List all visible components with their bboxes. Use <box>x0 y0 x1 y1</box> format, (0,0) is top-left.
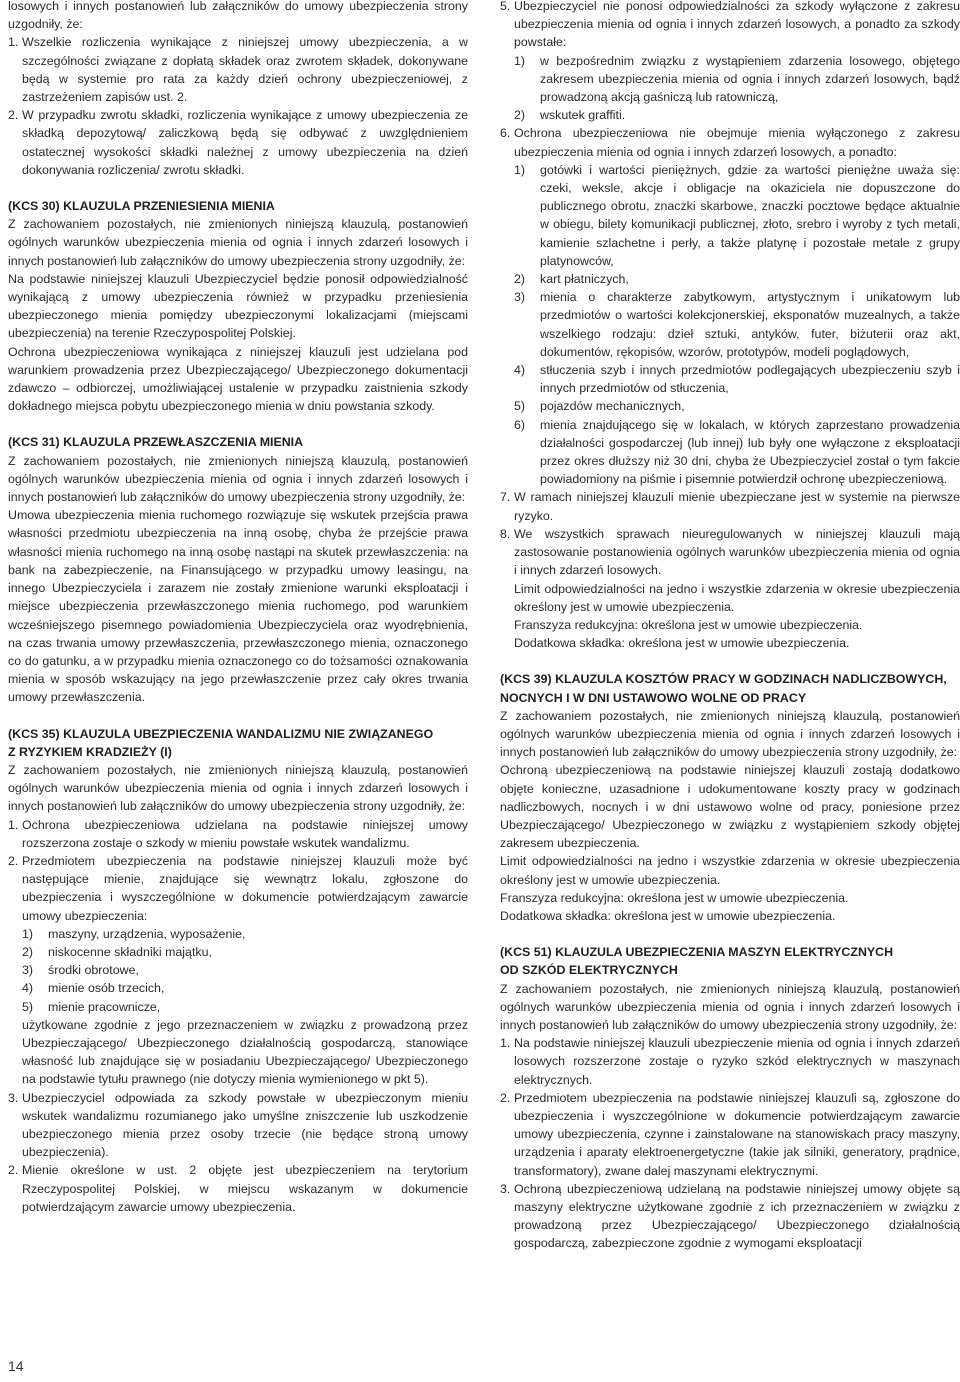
paragraph: Dodatkowa składka: określona jest w umowie ubezpieczenia. <box>514 636 850 651</box>
sub-list-item: 2) wskutek graffiti. <box>514 108 626 123</box>
section-heading-kcs30: (KCS 30) KLAUZULA PRZENIESIENIA MIENIA <box>8 199 275 214</box>
sub-list-item: 5) pojazdów mechanicznych, <box>514 399 685 414</box>
sub-list-item: 1) maszyny, urządzenia, wyposażenie, <box>22 926 246 941</box>
sub-list-item: 2) kart płatniczych, <box>514 272 629 287</box>
sub-list-item: 3) mienia o charakterze zabytkowym, artystycznym i unikatowym lub przedmiotów o wartości kolekcjonerskiej, eksponatów muzealnych, a także wszelkiego rodzaju: dzieł sztuki, antyków, futer, biżuterii oraz akt, dokumentów, rękopisów, wzorów, prototypów, modeli poglądowych, <box>514 290 960 359</box>
sub-list-item: 1) w bezpośrednim związku z wystąpieniem zdarzenia losowego, objętego zakresem ubezpieczenia mienia od ognia i innych zdarzeń losowych, bądź prowadzoną akcją gaśniczą lub ratowniczą, <box>514 53 960 105</box>
list-item: 3. Ochroną ubezpieczeniową udzielaną na podstawie niniejszej umowy objęte są maszyny elektryczne użytkowane zgodnie z ich przeznaczeniem w związku z prowadzoną przez Ubezpieczającego/ Ubezpieczonego działalnością gospodarczą, zabezpieczone zgodnie z wymogami eksploatacji <box>500 1181 960 1251</box>
paragraph: Ochroną ubezpieczeniową na podstawie niniejszej klauzuli zostają dodatkowo objęte konieczne, uzasadnione i udokumentowane koszty pracy w godzinach nadliczbowych, nocnych i w dni ustawowo wolne od pracy, poniesione przez Ubezpieczającego/ Ubezpieczonego w związku z wystąpieniem szkody objętej zakresem ubezpieczenia. <box>500 763 960 851</box>
left-column <box>8 0 468 1216</box>
paragraph: Na podstawie niniejszej klauzuli Ubezpieczyciel będzie ponosił odpowiedzialność wynikającą z umowy ubezpieczenia również w przypadku przeniesienia ubezpieczonego mienia pomiędzy ubezpieczonymi lokalizacjami (miejscami ubezpieczenia) na terenie Rzeczypospolitej Polskiej. <box>8 271 468 341</box>
paragraph: Dodatkowa składka: określona jest w umowie ubezpieczenia. <box>500 908 836 923</box>
list-item: 2. Przedmiotem ubezpieczenia na podstawie niniejszej klauzuli są, zgłoszone do ubezpieczenia i wyszczególnione w dokumencie potwierdzającym zawarcie umowy ubezpieczenia, czynne i zainstalowane na stanowiskach pracy maszyny, urządzenia i aparaty elektroenergetyczne (takie jak silniki, generatory, prądnice, transformatory), zwane dalej maszynami elektrycznymi. <box>500 1090 960 1178</box>
sub-list-item: 3) środki obrotowe, <box>22 963 139 978</box>
list-item: 2. Przedmiotem ubezpieczenia na podstawie niniejszej klauzuli może być następujące mienie, znajdujące się wewnątrz lokalu, zgłoszone do ubezpieczenia i wyszczególnione w dokumencie potwierdzającym zawarcie umowy ubezpieczenia: <box>8 853 468 923</box>
paragraph: Franszyza redukcyjna: określona jest w umowie ubezpieczenia. <box>500 890 849 905</box>
list-item: 1. Wszelkie rozliczenia wynikające z niniejszej umowy ubezpieczenia, a w szczególności związane z dopłatą składek oraz zwrotem składek, dokonywane będą w systemie pro rata za każdy dzień ochrony ubezpieczeniowej, z zastrzeżeniem zapisów ust. 2. <box>8 35 468 105</box>
continuation-text: losowych i innych postanowień lub załączników do umowy ubezpieczenia strony uzgodniły, że: <box>8 0 468 32</box>
clause-intro: Z zachowaniem pozostałych, nie zmienionych niniejszą klauzulą, postanowień ogólnych warunków ubezpieczenia mienia od ognia i innych zdarzeń losowych i innych postanowień lub załączników do umowy ubezpieczenia strony uzgodniły, że: <box>8 217 468 268</box>
list-item: 2. Mienie określone w ust. 2 objęte jest ubezpieczeniem na terytorium Rzeczypospolitej Polskiej, w miejscu wskazanym w dokumencie potwierdzającym zawarcie umowy ubezpieczenia. <box>8 1163 468 1214</box>
list-item: 6. Ochrona ubezpieczeniowa nie obejmuje mienia wyłączonego z zakresu ubezpieczenia mienia od ognia i innych zdarzeń losowych, a ponadto: <box>500 126 960 159</box>
section-heading-kcs39: (KCS 39) KLAUZULA KOSZTÓW PRACY W GODZINACH NADLICZBOWYCH, NOCNYCH I W DNI USTAWOWO WOLNE OD PRACY <box>500 672 947 705</box>
list-item: 3. Ubezpieczyciel odpowiada za szkody powstałe w ubezpieczonym mieniu wskutek wandalizmu rozumianego jako umyślne zniszczenie lub uszkodzenie ubezpieczonego mienia przez osoby trzecie (nie będące stroną umowy ubezpieczenia). <box>8 1090 468 1160</box>
section-heading-kcs31: (KCS 31) KLAUZULA PRZEWŁASZCZENIA MIENIA <box>8 435 304 450</box>
sub-list-item: 2) niskocenne składniki majątku, <box>22 944 212 959</box>
section-heading-kcs35: (KCS 35) KLAUZULA UBEZPIECZENIA WANDALIZMU NIE ZWIĄZANEGO Z RYZYKIEM KRADZIEŻY (I) <box>8 726 434 759</box>
sub-list-item: 4) stłuczenia szyb i innych przedmiotów podlegających ubezpieczeniu szyb i innych przedmiotów od stłuczenia, <box>514 363 960 396</box>
clause-intro: Z zachowaniem pozostałych, nie zmienionych niniejszą klauzulą, postanowień ogólnych warunków ubezpieczenia mienia od ognia i innych zdarzeń losowych i innych postanowień lub załączników do umowy ubezpieczenia strony uzgodniły, że: <box>8 453 468 505</box>
list-item: 2. W przypadku zwrotu składki, rozliczenia wynikające z umowy ubezpieczenia ze składką depozytową/ zaliczkową będą się odbywać z uwzględnieniem ostatecznej wysokości składki należnej z umowy ubezpieczenia na dzień dokonywania rozliczenia/ zwrotu składki. <box>8 108 468 177</box>
list-item: 5. Ubezpieczyciel nie ponosi odpowiedzialności za szkody wyłączone z zakresu ubezpieczenia mienia od ognia i innych zdarzeń losowych, a ponadto za szkody powstałe: <box>500 0 960 50</box>
list-item: 1. Na podstawie niniejszej klauzuli ubezpieczenie mienia od ognia i innych zdarzeń losowych rozszerzone zostaje o ryzyko szkód elektrycznych w maszynach elektrycznych. <box>500 1036 960 1087</box>
paragraph: Franszyza redukcyjna: określona jest w umowie ubezpieczenia. <box>514 617 863 632</box>
paragraph: użytkowane zgodnie z jego przeznaczeniem w związku z prowadzoną przez Ubezpieczającego/ Ubezpieczonego działalnością gospodarczą, stanowiące własność lub znajdujące się w posiadaniu Ubezpieczającego/ Ubezpieczonego na podstawie tytułu prawnego (nie dotyczy mienia wymienionego w pkt 5). <box>22 1017 468 1087</box>
right-column <box>500 0 960 1253</box>
list-item: 1. Ochrona ubezpieczeniowa udzielana na podstawie niniejszej umowy rozszerzona zostaje o szkody w mieniu powstałe wskutek wandalizmu. <box>8 817 468 850</box>
sub-list-item: 1) gotówki i wartości pieniężnych, gdzie za wartości pieniężne uważa się: czeki, weksle, akcje i obligacje na okaziciela nie dopuszczone do publicznego obrotu, znaczki skarbowe, znaczki pocztowe będące aktualnie w obiegu, bilety komunikacji publicznej, złoto, srebro i wyroby z tych metali, kamienie szlachetne i perły, a także platynę i pozostałe metale z grupy platynowców, <box>514 162 960 268</box>
list-item: 7. W ramach niniejszej klauzuli mienie ubezpieczane jest w systemie na pierwsze ryzyko. <box>500 490 960 523</box>
clause-intro: Z zachowaniem pozostałych, nie zmienionych niniejszą klauzulą, postanowień ogólnych warunków ubezpieczenia mienia od ognia i innych zdarzeń losowych i innych postanowień lub załączników do umowy ubezpieczenia strony uzgodniły, że: <box>500 708 960 760</box>
paragraph: Ochrona ubezpieczeniowa wynikająca z niniejszej klauzuli jest udzielana pod warunkiem prowadzenia przez Ubezpieczającego/ Ubezpieczonego dokumentacji zdawczo – odbiorczej, umożliwiającej ustalenie w przypadku zaistnienia szkody dokładnego miejsca pobytu ubezpieczonego mienia w dniu powstania szkody. <box>8 344 468 414</box>
clause-intro: Z zachowaniem pozostałych, nie zmienionych niniejszą klauzulą, postanowień ogólnych warunków ubezpieczenia mienia od ognia i innych zdarzeń losowych i innych postanowień lub załączników do umowy ubezpieczenia strony uzgodniły, że: <box>8 762 468 814</box>
sub-list-item: 4) mienie osób trzecich, <box>22 981 165 996</box>
list-item: 8. We wszystkich sprawach nieuregulowanych w niniejszej klauzuli mają zastosowanie postanowienia ogólnych warunków ubezpieczenia mienia od ognia i innych zdarzeń losowych. <box>500 526 960 578</box>
paragraph: Limit odpowiedzialności na jedno i wszystkie zdarzenia w okresie ubezpieczenia określony jest w umowie ubezpieczenia. <box>514 581 960 614</box>
page-number: 14 <box>8 1358 24 1374</box>
section-heading-kcs51: (KCS 51) KLAUZULA UBEZPIECZENIA MASZYN ELEKTRYCZNYCH OD SZKÓD ELEKTRYCZNYCH <box>500 945 894 978</box>
clause-intro: Z zachowaniem pozostałych, nie zmienionych niniejszą klauzulą, postanowień ogólnych warunków ubezpieczenia mienia od ognia i innych zdarzeń losowych i innych postanowień lub załączników do umowy ubezpieczenia strony uzgodniły, że: <box>500 981 960 1032</box>
sub-list-item: 6) mienia znajdującego się w lokalach, w których zaprzestano prowadzenia działalności gospodarczej (lub innej) lub były one wyłączone z eksploatacji przez okres dłuższy niż 30 dni, chyba że Ubezpieczyciel został o tym fakcie powiadomiony na piśmie i pisemnie potwierdził ochronę ubezpieczeniową. <box>514 417 960 487</box>
paragraph: Umowa ubezpieczenia mienia ruchomego rozwiązuje się wskutek przejścia prawa własności przedmiotu ubezpieczenia na inną osobę, chyba że przejście prawa własności mienia ruchomego na inną osobę nastąpi na skutek przewłaszczenia: na bank na zabezpieczenie, na Finansującego w przypadku umowy leasingu, na innego Ubezpieczyciela i zarazem nie zostały zmienione warunki eksploatacji i miejsce ubezpieczenia przewłaszczonego mienia ruchomego, pod warunkiem wcześniejszego pisemnego powiadomienia Ubezpieczyciela oraz wyodrębnienia, na czas trwania umowy przewłaszczenia, przewłaszczonego mienia, oznaczonego co do gatunku, a w przypadku mienia oznaczonego co do tożsamości oznakowania mienia w sposób wskazujący na jego przewłaszczenie przez cały okres trwania umowy przewłaszczenia. <box>8 508 468 705</box>
paragraph: Limit odpowiedzialności na jedno i wszystkie zdarzenia w okresie ubezpieczenia określony jest w umowie ubezpieczenia. <box>500 854 960 887</box>
sub-list-item: 5) mienie pracownicze, <box>22 999 161 1014</box>
